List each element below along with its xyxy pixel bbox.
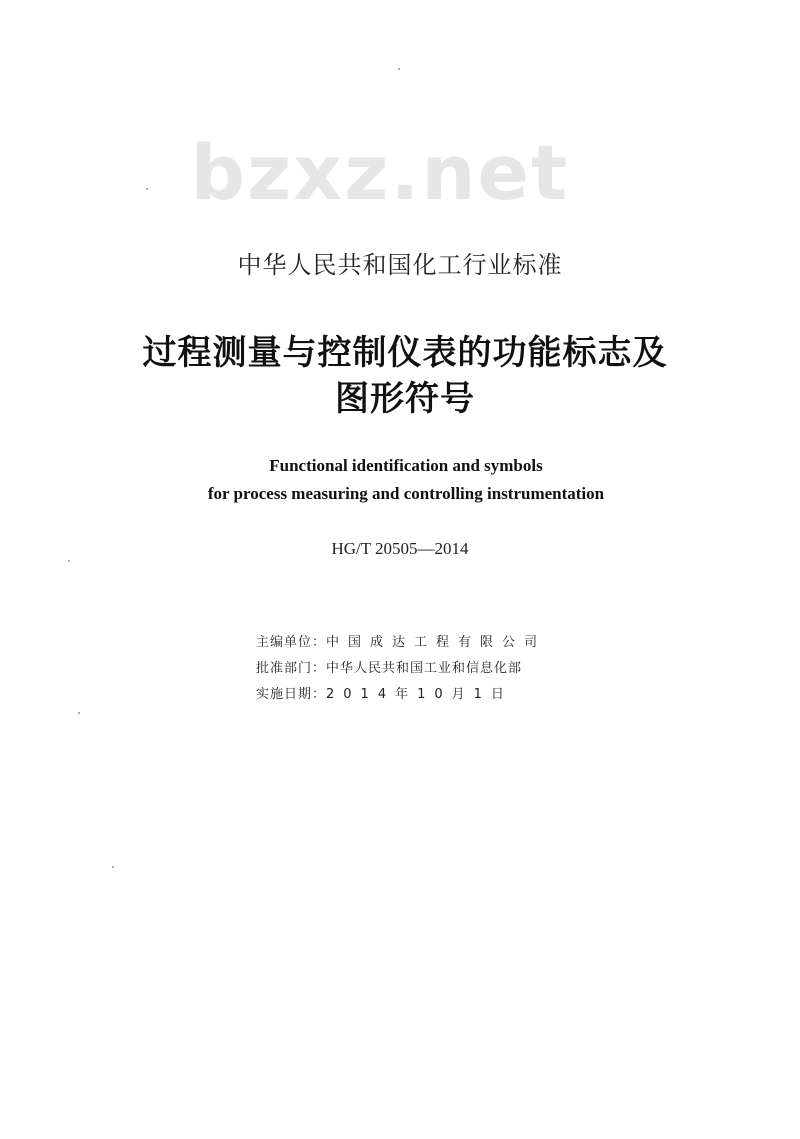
scan-speck <box>146 188 148 190</box>
standard-code: HG/T 20505—2014 <box>331 539 469 558</box>
approver-row <box>256 656 546 682</box>
issuer-title: 中华人民共和国化工行业标准 <box>237 251 563 279</box>
editor-value: 中国成达工程有限公司 <box>326 635 547 650</box>
scan-speck <box>68 560 70 562</box>
date-label: 实施日期： <box>256 687 327 702</box>
scan-speck <box>78 712 80 714</box>
approver-value: 中华人民共和国工业和信息化部 <box>326 661 523 676</box>
approver-label: 批准部门： <box>256 661 327 676</box>
editor-row <box>256 630 546 656</box>
english-title <box>0 452 800 508</box>
english-title-line-1: Functional identification and symbols <box>269 456 543 475</box>
chinese-title-line-2: 图形符号 <box>335 379 475 419</box>
chinese-title-line-1: 过程测量与控制仪表的功能标志及 <box>142 333 668 373</box>
scan-speck <box>398 68 400 70</box>
date-row <box>256 682 546 708</box>
publication-info <box>256 630 546 708</box>
date-value: 2014年10月1日 <box>326 687 513 702</box>
editor-label: 主编单位： <box>256 635 327 650</box>
watermark: bzxz.net <box>190 128 570 217</box>
chinese-title <box>0 330 800 422</box>
scan-speck <box>112 866 114 868</box>
english-title-line-2: for process measuring and controlling instrumentation <box>207 484 605 503</box>
